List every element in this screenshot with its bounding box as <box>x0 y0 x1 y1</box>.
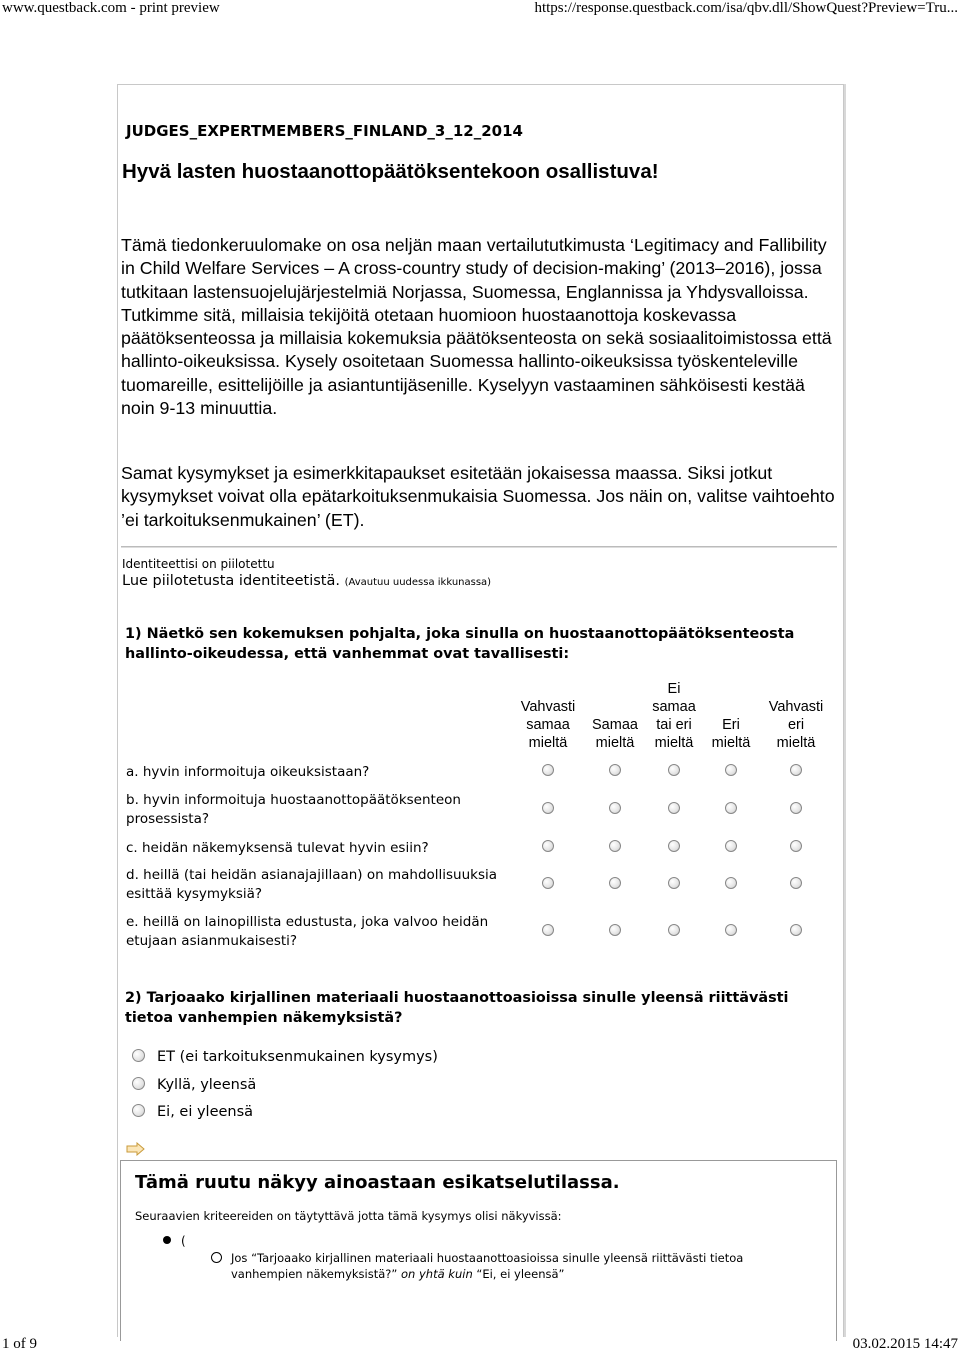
matrix-row <box>120 834 832 862</box>
radio-e-2[interactable] <box>609 924 621 936</box>
statement-a: a. hyvin informoituja oikeuksistaan? <box>126 763 370 780</box>
q2-radio-2[interactable] <box>132 1077 145 1090</box>
q2-option-1[interactable] <box>132 1049 438 1065</box>
scale-header-2: Samaa mieltä <box>592 717 638 751</box>
scale-header-1: Vahvasti samaa mieltä <box>520 699 576 751</box>
anonymity-link-line <box>122 573 491 589</box>
condition-operator: on yhtä kuin <box>401 1267 473 1281</box>
radio-b-4[interactable] <box>725 802 737 814</box>
scale-header-5: Vahvasti eri mieltä <box>768 699 824 751</box>
scale-header-4: Eri mieltä <box>711 717 751 751</box>
q2-option-3-label: Ei, ei yleensä <box>157 1104 254 1120</box>
condition-prefix: Jos “Tarjoaako kirjallinen materiaali huostaanottoasioissa sinulle yleensä riittävästi tietoa vanhempien näkemyksistä?” <box>231 1251 744 1281</box>
radio-d-2[interactable] <box>609 877 621 889</box>
condition-paren: ( <box>181 1234 186 1248</box>
question-2-title: 2) Tarjoaako kirjallinen materiaali huostaanottoasioissa sinulle yleensä riittävästi tietoa vanhempien näkemyksistä? <box>125 990 789 1026</box>
print-header <box>0 0 960 18</box>
q2-option-3[interactable] <box>132 1104 253 1120</box>
radio-a-2[interactable] <box>609 764 621 776</box>
radio-b-5[interactable] <box>790 802 802 814</box>
radio-c-1[interactable] <box>542 840 554 852</box>
question-1-title: 1) Näetkö sen kokemuksen pohjalta, joka sinulla on huostaanottopäätöksenteosta hallinto-oikeudessa, että vanhemmat ovat tavallisesti: <box>125 626 795 662</box>
q2-option-1-label: ET (ei tarkoituksenmukainen kysymys) <box>157 1049 438 1065</box>
preview-title: Tämä ruutu näkyy ainoastaan esikatselutilassa. <box>135 1172 620 1193</box>
radio-d-4[interactable] <box>725 877 737 889</box>
radio-c-2[interactable] <box>609 840 621 852</box>
matrix-row <box>120 908 832 956</box>
radio-e-4[interactable] <box>725 924 737 936</box>
q2-option-2-label: Kyllä, yleensä <box>157 1077 257 1093</box>
radio-d-1[interactable] <box>542 877 554 889</box>
bullet-icon <box>163 1236 171 1244</box>
page-count: 1 of 9 <box>2 1336 37 1352</box>
radio-c-4[interactable] <box>725 840 737 852</box>
site-title: www.questback.com - print preview <box>2 0 220 16</box>
matrix-row <box>120 862 832 908</box>
survey-id: JUDGES_EXPERTMEMBERS_FINLAND_3_12_2014 <box>126 122 523 140</box>
radio-b-2[interactable] <box>609 802 621 814</box>
anonymity-link-note: (Avautuu uudessa ikkunassa) <box>344 577 492 588</box>
anonymity-link[interactable]: Lue piilotetusta identiteetistä. <box>122 573 340 589</box>
radio-e-1[interactable] <box>542 924 554 936</box>
arrow-right-icon <box>126 1142 146 1156</box>
q2-option-2[interactable] <box>132 1077 256 1093</box>
condition-circle-icon <box>211 1252 222 1263</box>
radio-b-1[interactable] <box>542 802 554 814</box>
divider <box>121 546 837 547</box>
radio-a-4[interactable] <box>725 764 737 776</box>
print-datetime: 03.02.2015 14:47 <box>852 1336 958 1352</box>
print-footer <box>0 1336 960 1354</box>
radio-a-3[interactable] <box>668 764 680 776</box>
preview-subtitle: Seuraavien kriteereiden on täytyttävä jotta tämä kysymys olisi näkyvissä: <box>135 1209 562 1223</box>
statement-e: e. heillä on lainopillista edustusta, joka valvoo heidän etujaan asianmukaisesti? <box>126 914 489 949</box>
radio-c-5[interactable] <box>790 840 802 852</box>
question-1-matrix <box>120 680 832 956</box>
statement-d: d. heillä (tai heidän asianajajillaan) on mahdollisuuksia esittää kysymyksiä? <box>126 867 498 902</box>
radio-c-3[interactable] <box>668 840 680 852</box>
intro-paragraph-1: Tämä tiedonkeruulomake on osa neljän maan vertailututkimusta ‘Legitimacy and Fallibility in Child Welfare Services – A cross-country study of decision-making’ (2013–2016), jossa tutkitaan lastensuojelujärjestelmiä Norjassa, Suomessa, Englannissa ja Yhdysvalloissa. Tutkimme sitä, millaisia tekijöitä otetaan huomioon huostaanottoja koskevassa päätöksenteossa ja millaisia kokemuksia päätöksenteosta on sekä sosiaalitoimistossa että hallinto-oikeuksissa. Kysely osoitetaan Suomessa hallinto-oikeuksissa työskenteleville tuomareille, esittelijöille ja asiantuntijäsenille. Kyselyyn vastaaminen sähköisesti kestää noin 9-13 minuuttia. <box>121 235 832 419</box>
radio-a-5[interactable] <box>790 764 802 776</box>
q2-radio-1[interactable] <box>132 1049 145 1062</box>
matrix-row <box>120 758 832 786</box>
scale-header-3: Ei samaa tai eri mieltä <box>652 681 696 751</box>
statement-b: b. hyvin informoituja huostaanottopäätöksenteon prosessista? <box>126 792 461 827</box>
condition-text <box>231 1250 791 1282</box>
page-url: https://response.questback.com/isa/qbv.dll/ShowQuest?Preview=Tru... <box>534 0 958 16</box>
matrix-row <box>120 786 832 834</box>
radio-d-3[interactable] <box>668 877 680 889</box>
radio-b-3[interactable] <box>668 802 680 814</box>
statement-c: c. heidän näkemyksensä tulevat hyvin esiin? <box>126 839 429 856</box>
radio-e-3[interactable] <box>668 924 680 936</box>
radio-e-5[interactable] <box>790 924 802 936</box>
condition-value: “Ei, ei yleensä” <box>476 1267 565 1281</box>
intro-paragraph-2: Samat kysymykset ja esimerkkitapaukset esitetään jokaisessa maassa. Siksi jotkut kysymykset voivat olla epätarkoituksenmukaisia Suomessa. Jos näin on, valitse vaihtoehto ’ei tarkoituksenmukainen’ (ET). <box>121 463 835 530</box>
radio-d-5[interactable] <box>790 877 802 889</box>
anonymity-notice: Identiteettisi on piilotettu <box>122 557 275 571</box>
survey-title: Hyvä lasten huostaanottopäätöksentekoon osallistuva! <box>122 160 659 183</box>
q2-radio-3[interactable] <box>132 1104 145 1117</box>
radio-a-1[interactable] <box>542 764 554 776</box>
